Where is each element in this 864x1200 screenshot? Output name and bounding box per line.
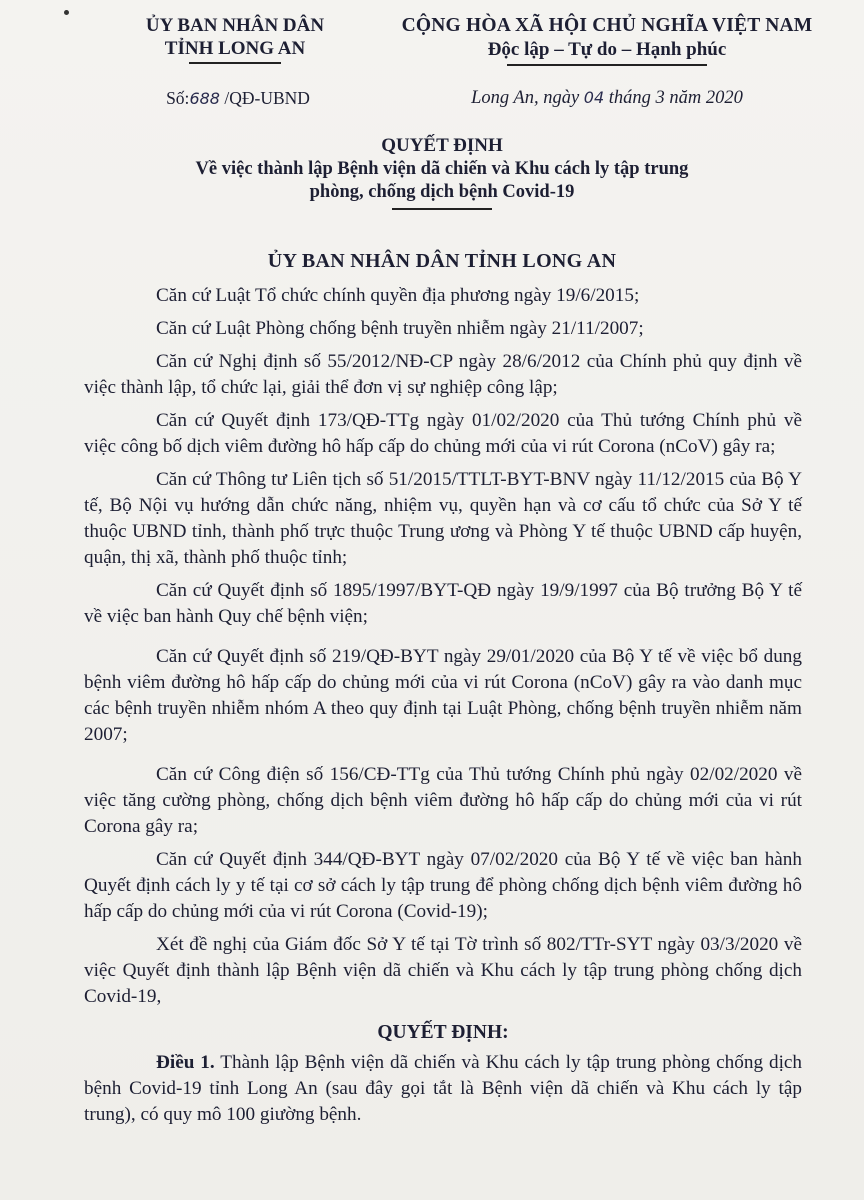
subject-line-1: Về việc thành lập Bệnh viện dã chiến và Khu cách ly tập trung	[195, 159, 689, 179]
document-body	[84, 283, 802, 1135]
legal-basis-9: Căn cứ Quyết định 344/QĐ-BYT ngày 07/02/2020 của Bộ Y tế về việc ban hành Quyết định cách ly y tế tại cơ sở cách ly tập trung để phòng chống dịch bệnh viêm đường hô hấp cấp do chủng mới của vi rút Corona (Covid-19);	[84, 849, 802, 922]
legal-basis-1: Căn cứ Luật Tổ chức chính quyền địa phương ngày 19/6/2015;	[156, 285, 640, 306]
proposal-basis: Xét đề nghị của Giám đốc Sở Y tế tại Tờ trình số 802/TTr-SYT ngày 03/3/2020 về việc Quyết định thành lập Bệnh viện dã chiến và Khu cách ly tập trung phòng chống dịch Covid-19,	[84, 934, 802, 1007]
authority-heading: ỦY BAN NHÂN DÂN TỈNH LONG AN	[267, 250, 617, 272]
document-title	[90, 134, 794, 210]
number-handwritten: 688	[189, 89, 220, 108]
agency-line-2: TỈNH LONG AN	[164, 38, 306, 59]
document-number	[118, 88, 358, 109]
number-prefix: Số:	[166, 88, 190, 108]
number-suffix: /QĐ-UBND	[224, 88, 310, 108]
date-day-handwritten: 04	[583, 88, 605, 107]
article-1	[84, 1050, 802, 1128]
subject-line-2: phòng, chống dịch bệnh Covid-19	[309, 182, 575, 202]
title-heading: QUYẾT ĐỊNH	[381, 135, 503, 156]
article-1-text: Thành lập Bệnh viện dã chiến và Khu cách ly tập trung phòng chống dịch bệnh Covid-19 tỉnh Long An (sau đây gọi tắt là Bệnh viện dã chiến và Khu cách ly tập trung), có quy mô 100 giường bệnh.	[84, 1052, 803, 1125]
date-prefix: Long An, ngày	[471, 88, 580, 108]
place-and-date	[372, 88, 842, 109]
legal-basis-4: Căn cứ Quyết định 173/QĐ-TTg ngày 01/02/2020 của Thủ tướng Chính phủ về việc công bố dịch viêm đường hô hấp cấp do chủng mới của vi rút Corona (nCoV) gây ra;	[84, 410, 802, 457]
title-underline	[392, 208, 492, 210]
country-name: CỘNG HÒA XÃ HỘI CHỦ NGHĨA VIỆT NAM	[401, 15, 813, 36]
national-motto: Độc lập – Tự do – Hạnh phúc	[487, 39, 727, 60]
legal-basis-5: Căn cứ Thông tư Liên tịch số 51/2015/TTLT-BYT-BNV ngày 11/12/2015 của Bộ Y tế, Bộ Nội vụ hướng dẫn chức năng, nhiệm vụ, quyền hạn và cơ cấu tổ chức của Sở Y tế thuộc UBND tỉnh, thành phố trực thuộc Trung ương và Phòng Y tế thuộc UBND cấp huyện, quận, thị xã, thành phố thuộc tỉnh;	[84, 469, 802, 568]
agency-line-1: ỦY BAN NHÂN DÂN	[145, 15, 325, 36]
legal-basis-2: Căn cứ Luật Phòng chống bệnh truyền nhiễm ngày 21/11/2007;	[156, 318, 644, 339]
legal-basis-3: Căn cứ Nghị định số 55/2012/NĐ-CP ngày 28/6/2012 của Chính phủ quy định về việc thành lập, tổ chức lại, giải thể đơn vị sự nghiệp công lập;	[84, 351, 802, 398]
legal-basis-7: Căn cứ Quyết định số 219/QĐ-BYT ngày 29/01/2020 của Bộ Y tế về việc bổ dung bệnh viêm đường hô hấp cấp do chủng mới của vi rút Corona (nCoV) gây ra vào danh mục các bệnh truyền nhiễm nhóm A theo quy định tại Luật Phòng, chống bệnh truyền nhiễm năm 2007;	[84, 646, 802, 745]
legal-basis-6: Căn cứ Quyết định số 1895/1997/BYT-QĐ ngày 19/9/1997 của Bộ trưởng Bộ Y tế về việc ban hành Quy chế bệnh viện;	[84, 580, 802, 627]
scan-mark	[64, 10, 69, 15]
date-suffix: tháng 3 năm 2020	[608, 88, 743, 108]
legal-basis-8: Căn cứ Công điện số 156/CĐ-TTg của Thủ tướng Chính phủ ngày 02/02/2020 về việc tăng cường phòng, chống dịch bệnh viêm đường hô hấp cấp do chủng mới của vi rút Corona gây ra;	[84, 764, 802, 837]
article-1-label: Điều 1.	[156, 1052, 215, 1073]
issuing-agency	[110, 14, 360, 64]
national-header	[372, 14, 842, 66]
motto-underline	[507, 64, 707, 66]
decision-heading: QUYẾT ĐỊNH:	[377, 1022, 509, 1043]
agency-underline	[189, 62, 281, 64]
